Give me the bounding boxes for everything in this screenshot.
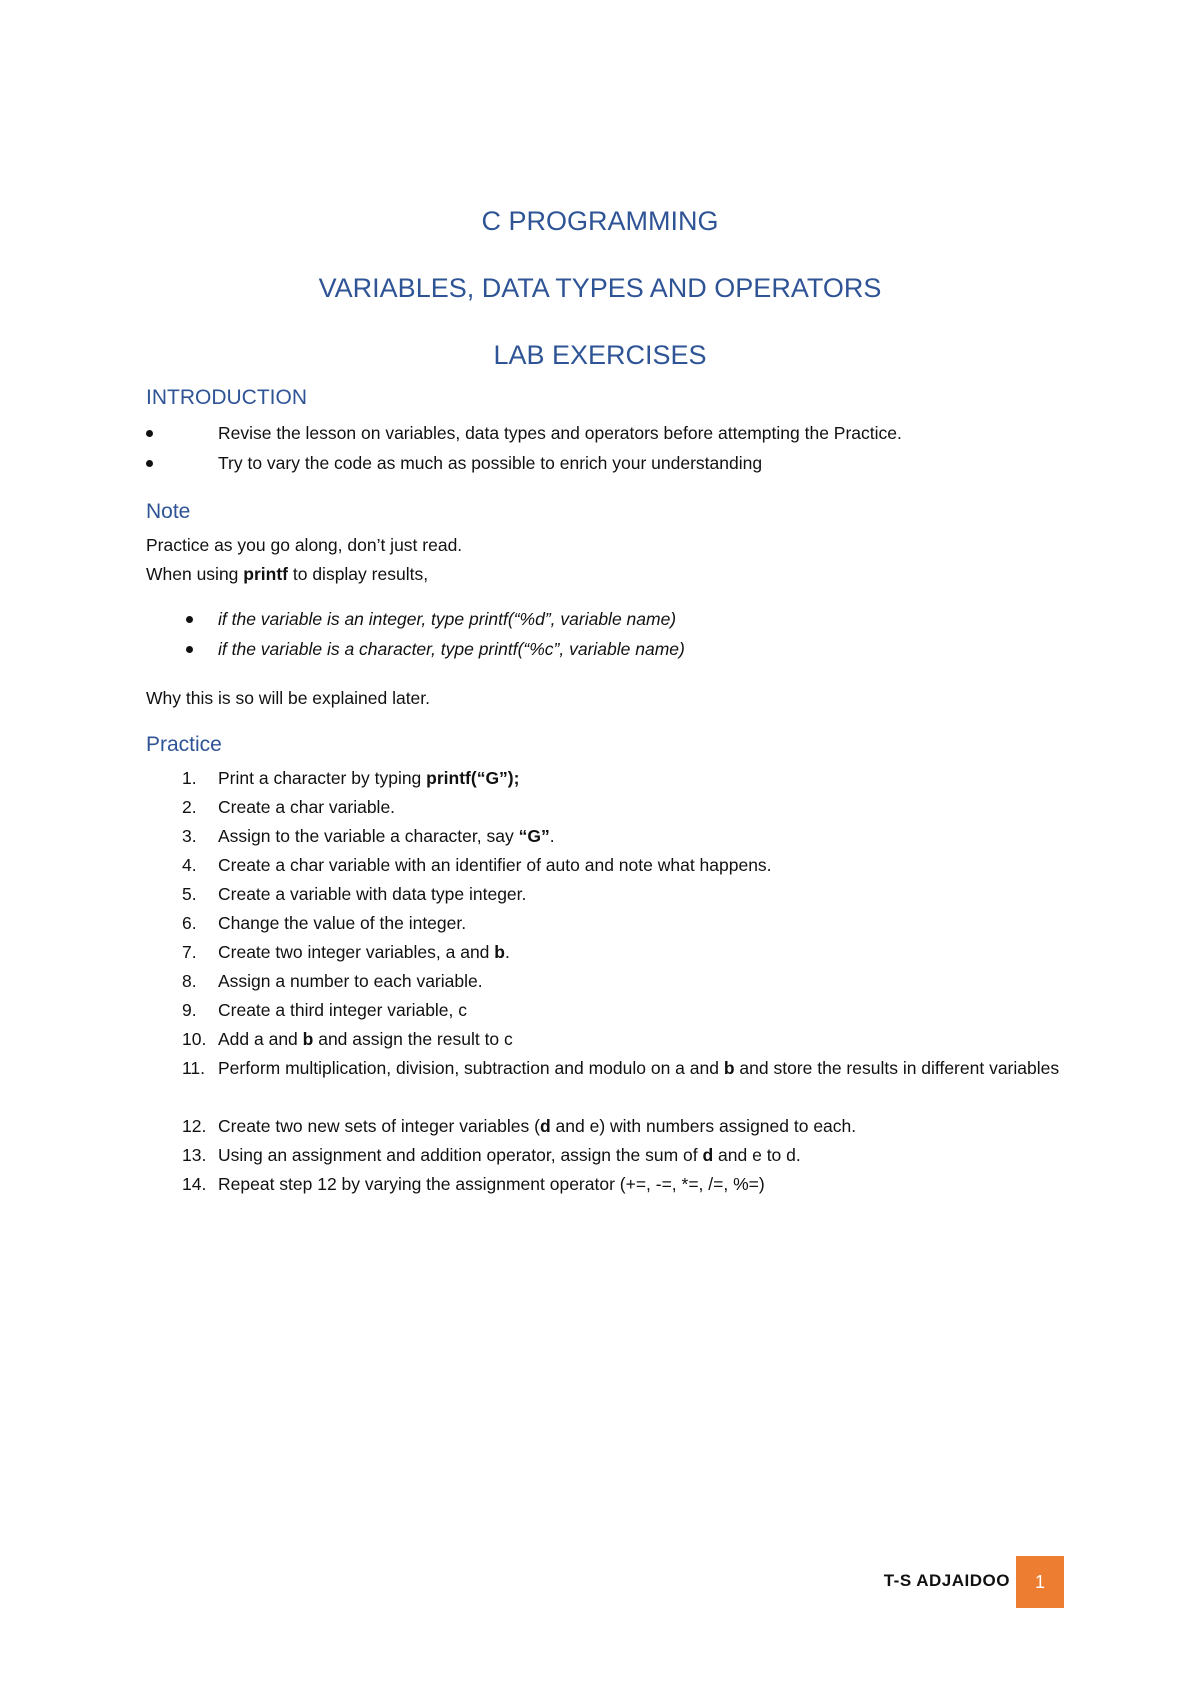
step-text: Create a variable with data type integer. [218,884,527,904]
practice-step [146,796,1066,825]
practice-steps-list [146,767,1066,1202]
practice-step [146,941,1066,970]
step-number: 13. [182,1145,207,1165]
page-number: 1 [1016,1556,1064,1608]
step-text: Assign a number to each variable. [218,971,483,991]
note-paragraph: Practice as you go along, don’t just read. [146,535,463,555]
practice-step [146,970,1066,999]
step-text: d [702,1145,714,1165]
practice-step [146,999,1066,1028]
footer-author: T-S ADJAIDOO [883,1571,1010,1590]
step-text: Perform multiplication, division, subtraction and modulo on a and [218,1058,724,1078]
step-text: and e) with numbers assigned to each. [550,1116,857,1136]
document-subtitle: VARIABLES, DATA TYPES AND OPERATORS [318,273,882,303]
step-text: Repeat step 12 by varying the assignment operator (+=, -=, *=, /=, %=) [218,1174,765,1194]
step-text: Create two new sets of integer variables ( [218,1116,540,1136]
practice-step [146,854,1066,883]
list-item: if the variable is an integer, type printf(“%d”, variable name) [146,608,1066,638]
introduction-heading: INTRODUCTION [146,386,307,409]
note-list [146,608,1066,668]
introduction-list [146,422,1066,482]
step-text: “G” [518,826,550,846]
step-number: 2. [182,797,197,817]
practice-step [146,767,1066,796]
list-item: if the variable is a character, type printf(“%c”, variable name) [146,638,1066,668]
step-number: 1. [182,768,197,788]
step-text: Create a third integer variable, c [218,1000,468,1020]
step-number: 12. [182,1116,207,1136]
practice-step [146,1173,1066,1202]
step-number: 14. [182,1174,207,1194]
step-text: Assign to the variable a character, say [218,826,519,846]
practice-step [146,1028,1066,1057]
step-text: Create two integer variables, a and [218,942,495,962]
step-number: 7. [182,942,197,962]
bullet-icon [146,430,153,437]
practice-step [146,1144,1066,1173]
step-text: Create a char variable with an identifier of auto and note what happens. [218,855,772,875]
step-number: 3. [182,826,197,846]
practice-step [146,825,1066,854]
step-text: Using an assignment and addition operator, assign the sum of [218,1145,703,1165]
list-item: Try to vary the code as much as possible to enrich your understanding [146,452,1066,482]
note-printf-paragraph: When using printf to display results, [146,564,429,584]
practice-heading: Practice [146,733,222,756]
step-number: 9. [182,1000,197,1020]
step-text: and store the results in different variables [734,1058,1060,1078]
document-section-title: LAB EXERCISES [493,340,707,370]
bullet-icon [186,646,193,653]
practice-step [146,912,1066,941]
step-text: . [549,826,555,846]
step-text: Change the value of the integer. [218,913,467,933]
step-text: and e to d. [713,1145,801,1165]
step-text: d [539,1116,551,1136]
step-number: 11. [182,1058,206,1078]
bullet-icon [146,460,153,467]
step-text: Create a char variable. [218,797,396,817]
step-text: and assign the result to c [313,1029,513,1049]
step-text: b [494,942,505,962]
practice-step [146,1115,1066,1144]
step-text: Add a and [218,1029,303,1049]
step-number: 10. [182,1029,207,1049]
step-text: Print a character by typing [218,768,427,788]
step-text: . [504,942,510,962]
document-title: C PROGRAMMING [481,206,719,236]
step-text: b [723,1058,735,1078]
note-heading: Note [146,500,191,523]
bullet-icon [186,616,193,623]
step-text: b [302,1029,314,1049]
step-text: printf(“G”); [426,768,520,788]
step-number: 4. [182,855,197,875]
practice-step [146,883,1066,912]
step-number: 6. [182,913,197,933]
list-item: Revise the lesson on variables, data types and operators before attempting the Practice. [146,422,1066,452]
note-closing: Why this is so will be explained later. [146,688,431,708]
step-number: 5. [182,884,197,904]
step-number: 8. [182,971,197,991]
practice-step [146,1057,1066,1115]
